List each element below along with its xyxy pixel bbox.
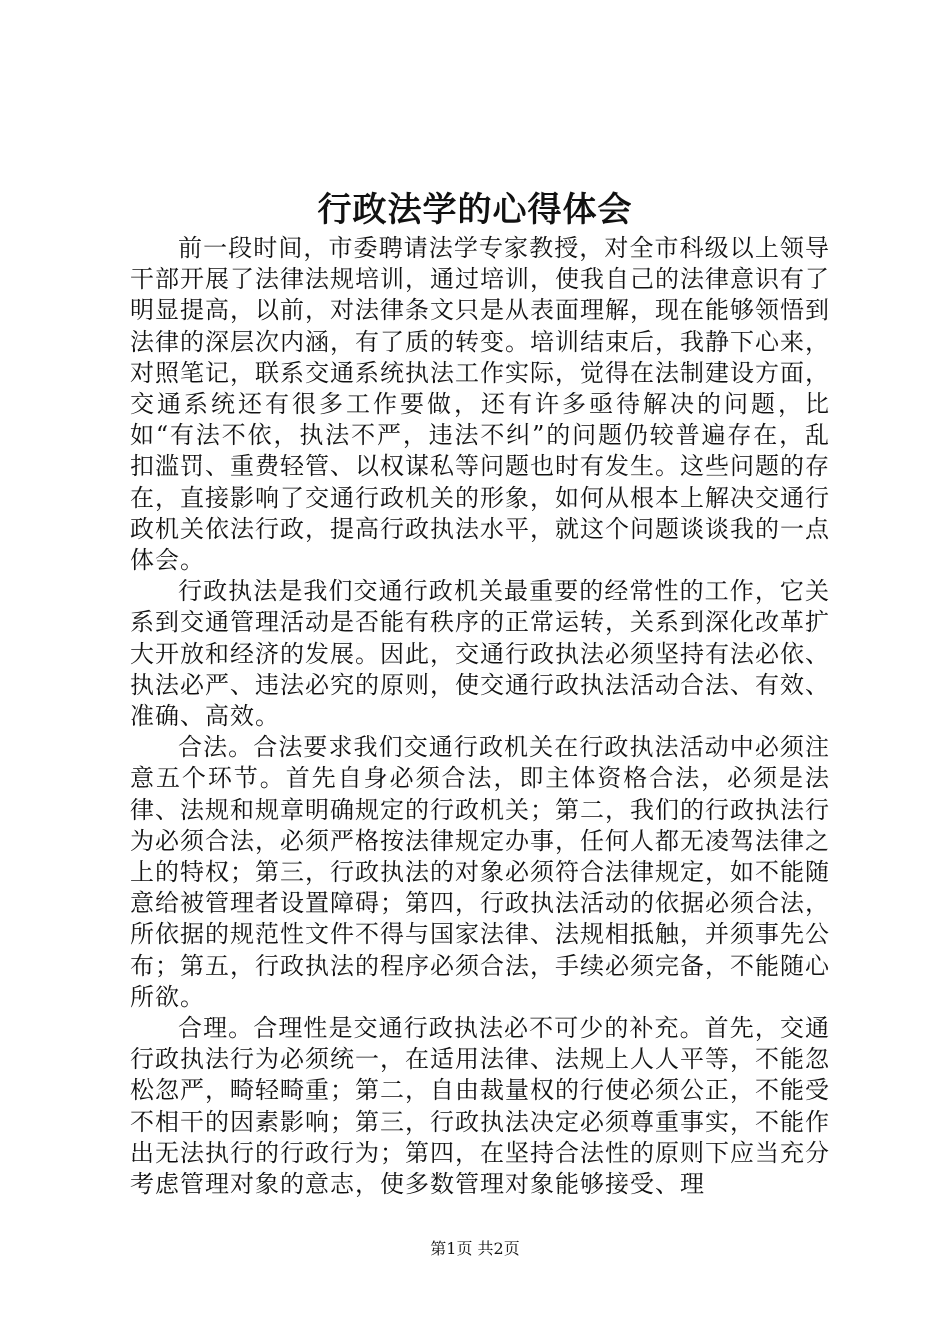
document-title: 行政法学的心得体会 <box>317 190 633 230</box>
paragraph-intro: 前一段时间，市委聘请法学专家教授，对全市科级以上领导干部开展了法律法规培训，通过培训，使我自己的法律意识有了明显提高，以前，对法律条文只是从表面理解，现在能够领悟到法律的深层次内涵，有了质的转变。培训结束后，我静下心来，对照笔记，联系交通系统执法工作实际，觉得在法制建设方面，交通系统还有很多工作要做，还有许多亟待解决的问题，比如“有法不依，执法不严，违法不纠”的问题仍较普遍存在，乱扣滥罚、重费轻管、以权谋私等问题也时有发生。这些问题的存在，直接影响了交通行政机关的形象，如何从根本上解决交通行政机关依法行政，提高行政执法水平，就这个问题谈谈我的一点体会。 <box>130 234 830 575</box>
document-body <box>130 233 830 1200</box>
paragraph-reasonableness: 合理。合理性是交通行政执法必不可少的补充。首先，交通行政执法行为必须统一，在适用法律、法规上人人平等，不能忽松忽严，畸轻畸重；第二，自由裁量权的行使必须公正，不能受不相干的因素影响；第三，行政执法决定必须尊重事实，不能作出无法执行的行政行为；第四，在坚持合法性的原则下应当充分考虑管理对象的意志，使多数管理对象能够接受、理 <box>130 1014 830 1199</box>
page-footer: 第1页 共2页 <box>430 1239 520 1258</box>
paragraph-legality: 合法。合法要求我们交通行政机关在行政执法活动中必须注意五个环节。首先自身必须合法，即主体资格合法，必须是法律、法规和规章明确规定的行政机关；第二，我们的行政执法行为必须合法，必须严格按法律规定办事，任何人都无凌驾法律之上的特权；第三，行政执法的对象必须符合法律规定，如不能随意给被管理者设置障碍；第四，行政执法活动的依据必须合法，所依据的规范性文件不得与国家法律、法规相抵触，并须事先公布；第五，行政执法的程序必须合法，手续必须完备，不能随心所欲。 <box>130 733 830 1011</box>
paragraph-enforcement: 行政执法是我们交通行政机关最重要的经常性的工作，它关系到交通管理活动是否能有秩序的正常运转，关系到深化改革扩大开放和经济的发展。因此，交通行政执法必须坚持有法必依、执法必严、违法必究的原则，使交通行政执法活动合法、有效、准确、高效。 <box>130 577 830 731</box>
